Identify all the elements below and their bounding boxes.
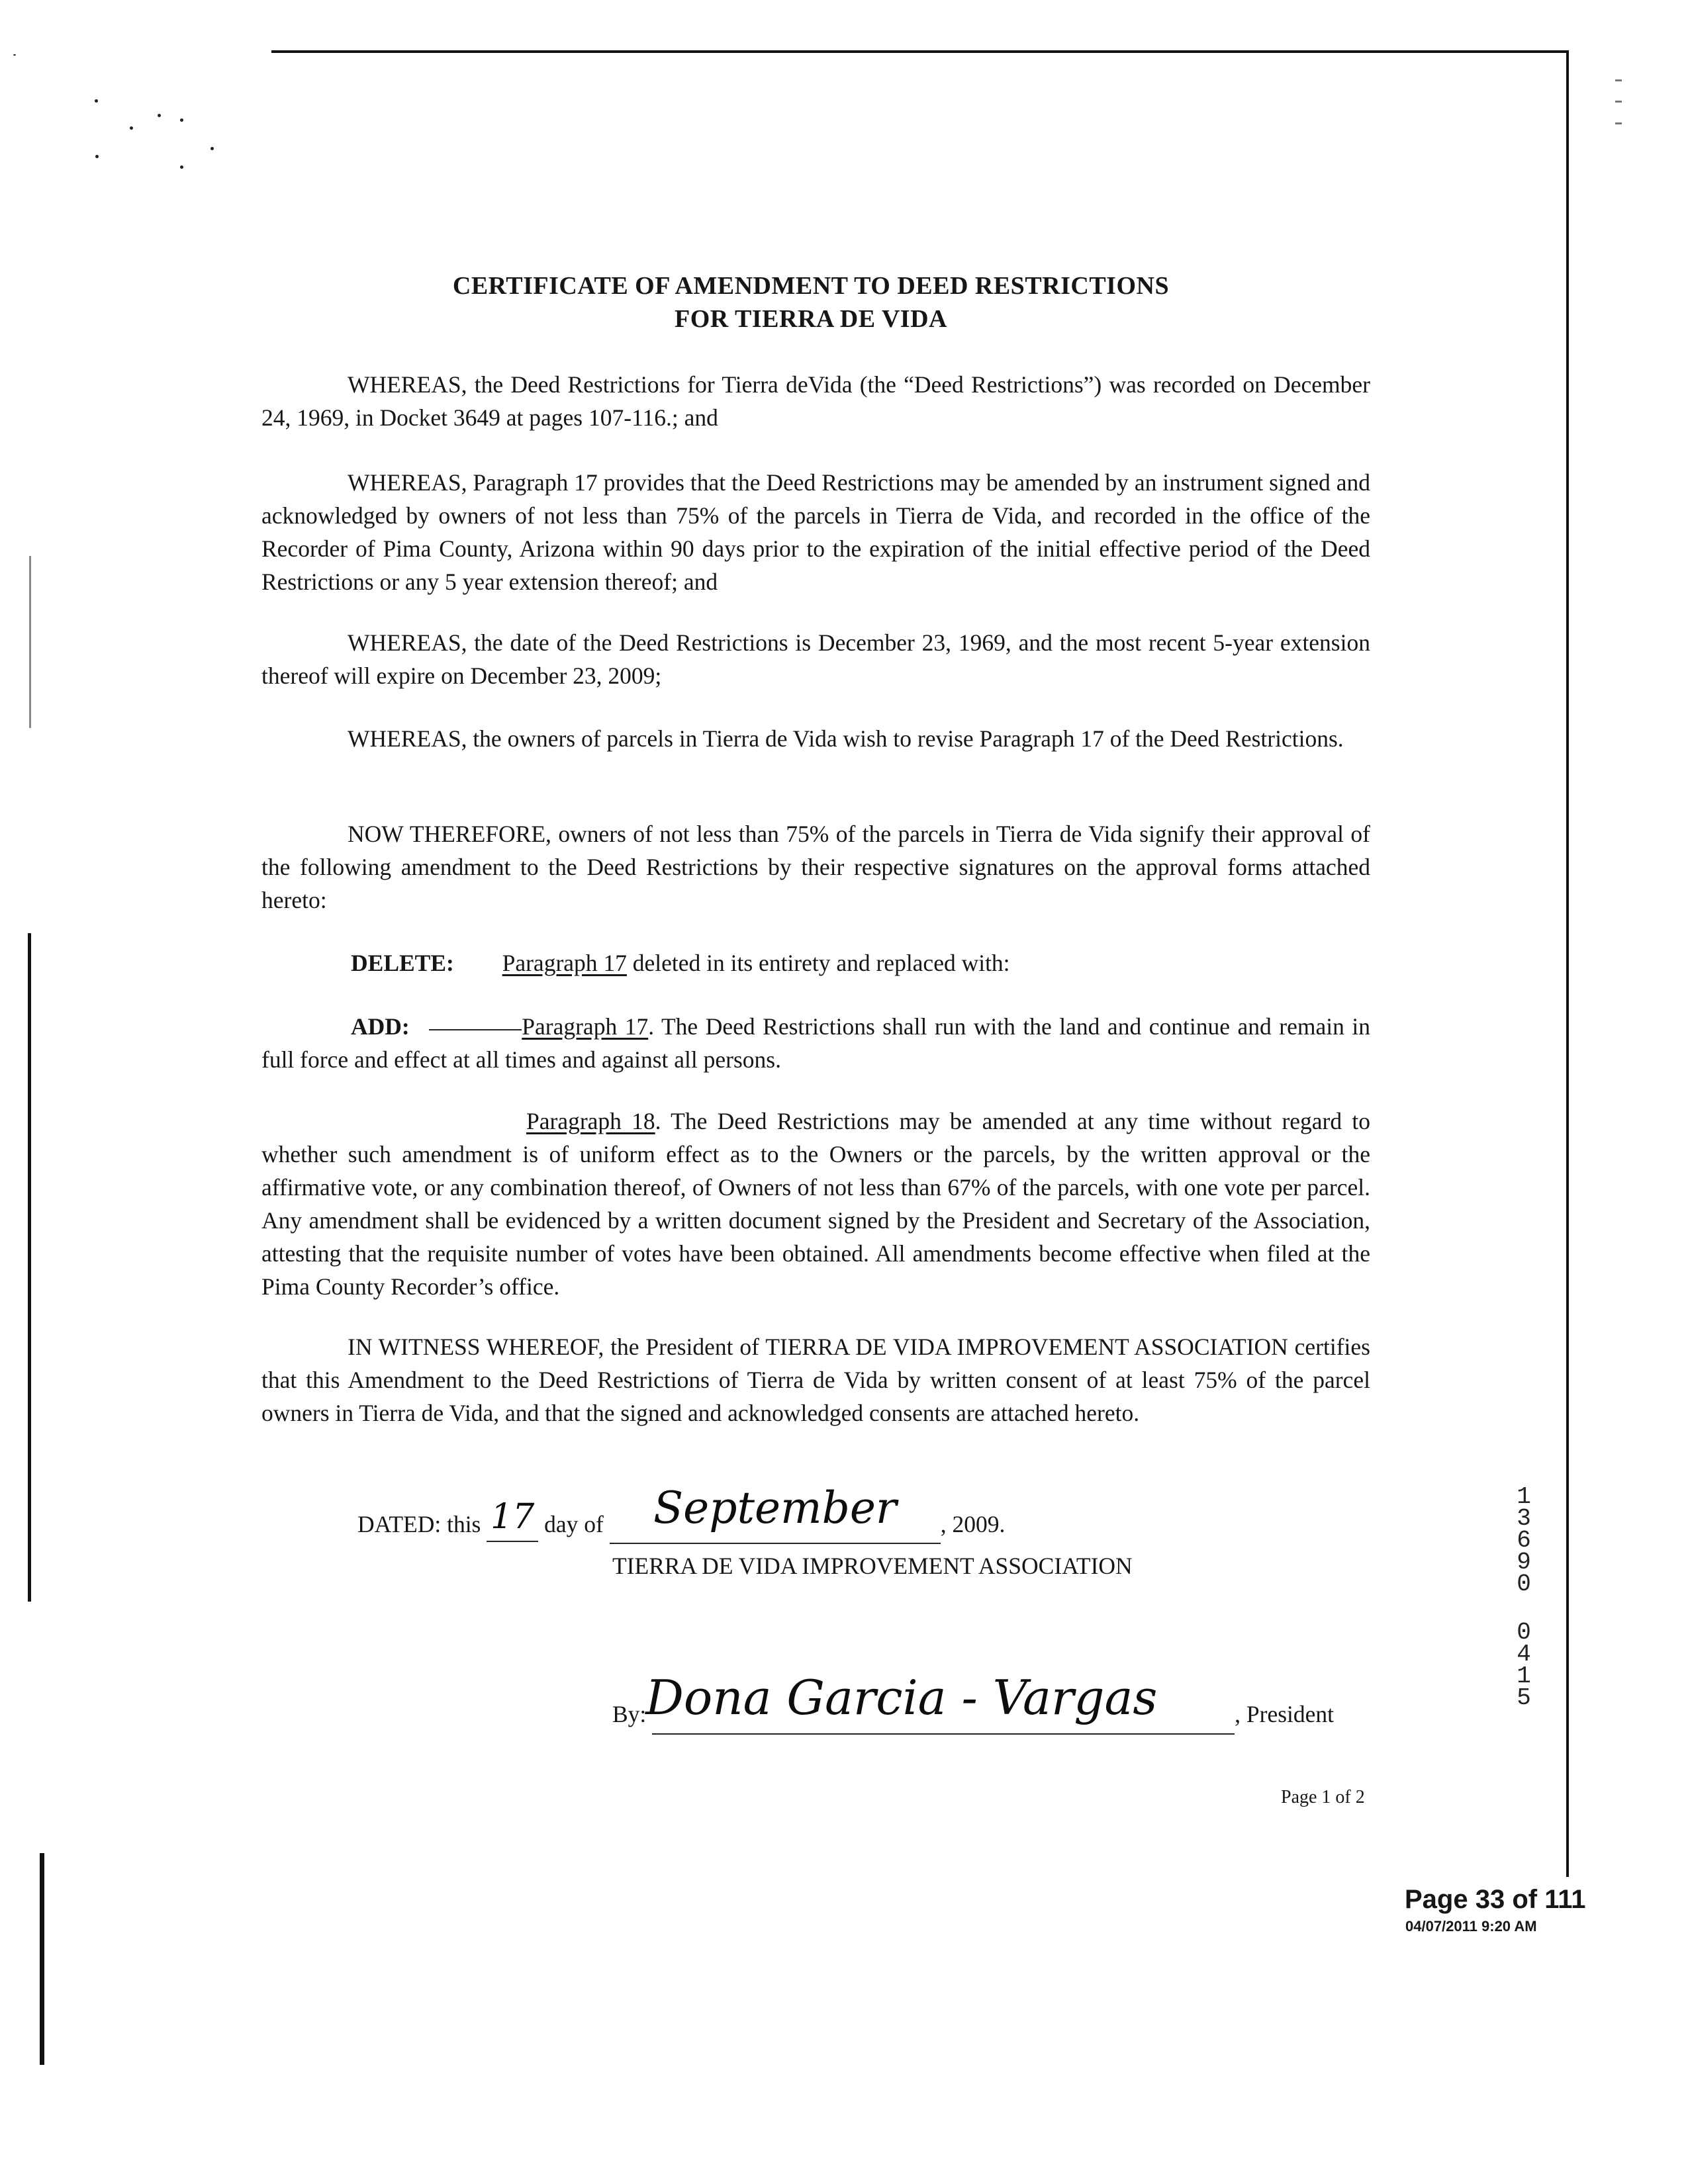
scan-tick: [1615, 122, 1622, 124]
signature-title: , President: [1235, 1701, 1335, 1727]
left-margin-mark-upper: [29, 556, 31, 728]
left-margin-mark: [28, 933, 31, 1602]
witness-paragraph: IN WITNESS WHEREOF, the President of TIERRA DE VIDA IMPROVEMENT ASSOCIATION certifies that this Amendment to the Deed Restrictions of Tierra de Vida by written consent of at least 75% of the parcel owners in Tierra de Vida, and that the signed and acknowledged consents are attached hereto.: [261, 1334, 1370, 1426]
dated-month-handwritten: September: [653, 1482, 897, 1533]
docket-digit: 9: [1517, 1549, 1531, 1576]
add-text: . The Deed Restrictions shall run with the land and continue and remain in full force and effect at all times and against all persons.: [261, 1013, 1371, 1073]
docket-digit: [1511, 1595, 1537, 1621]
page-label: Page 1 of 2: [1281, 1787, 1365, 1807]
docket-stamp: [1511, 1483, 1537, 1711]
docket-digit: 4: [1517, 1641, 1531, 1668]
whereas-paragraph-3: WHEREAS, the date of the Deed Restrictions is December 23, 1969, and the most recent 5-year extension thereof will expire on December 23, 2009;: [261, 629, 1370, 689]
scan-speckle: [130, 126, 133, 130]
scan-tick: [1615, 79, 1622, 81]
scan-speckle: [13, 54, 16, 56]
add-paragraph-ref: Paragraph 17: [522, 1013, 649, 1040]
scan-speckle: [180, 165, 183, 169]
scan-speckle: [211, 147, 214, 150]
docket-digit: 1: [1517, 1483, 1531, 1510]
signature-block: [612, 1670, 1335, 1735]
dated-line: [357, 1482, 1006, 1544]
dated-day-handwritten: 17: [491, 1497, 535, 1537]
document-title-line1: CERTIFICATE OF AMENDMENT TO DEED RESTRICTIONS: [452, 272, 1170, 300]
paragraph-18-clause: [261, 1105, 1370, 1303]
docket-digit: 1: [1517, 1662, 1531, 1690]
document-title-line2: FOR TIERRA DE VIDA: [675, 305, 947, 333]
scan-speckle: [180, 118, 183, 122]
now-therefore-paragraph: NOW THEREFORE, owners of not less than 75% of the parcels in Tierra de Vida signify their approval of the following amendment to the Deed Restrictions by their respective signatures on the approval forms attached hereto:: [261, 821, 1370, 913]
add-label: ADD:: [351, 1013, 410, 1040]
docket-digit: 5: [1517, 1684, 1531, 1711]
whereas-paragraph-2: WHEREAS, Paragraph 17 provides that the Deed Restrictions may be amended by an instrument signed and acknowledged by owners of not less than 75% of the parcels in Tierra de Vida, and recorded in the office of the Recorder of Pima County, Arizona within 90 days prior to the expiration of the initial effective period of the Deed Restrictions or any 5 year extension thereof; and: [261, 469, 1370, 595]
docket-digit: 6: [1517, 1527, 1531, 1554]
add-clause: [261, 1010, 1370, 1076]
delete-paragraph-ref: Paragraph 17: [502, 950, 627, 976]
dated-prefix: DATED: this: [357, 1511, 481, 1537]
scan-speckle: [95, 155, 99, 158]
paragraph-18-text: . The Deed Restrictions may be amended at any time without regard to whether such amendment is of uniform effect as to the Owners or the parcels, by the written approval or the affirmative vote, or any combination thereof, of Owners of not less than 67% of the parcels, with one vote per parcel. Any amendment shall be evidenced by a written document signed by the President and Secretary of the Association, attesting that the requisite number of votes have been obtained. All amendments become effective when filed at the Pima County Recorder’s office.: [261, 1108, 1370, 1300]
scan-tick: [1615, 101, 1622, 103]
left-margin-mark-lower: [40, 1853, 44, 2065]
signature-by-label: By:: [612, 1701, 647, 1727]
association-name: TIERRA DE VIDA IMPROVEMENT ASSOCIATION: [612, 1553, 1133, 1579]
scan-speckle: [95, 99, 98, 103]
whereas-paragraph-4: WHEREAS, the owners of parcels in Tierra de Vida wish to revise Paragraph 17 of the Deed Restrictions.: [348, 725, 1344, 752]
president-signature-handwritten: Dona Garcia - Vargas: [645, 1670, 1158, 1725]
delete-label: DELETE:: [351, 950, 454, 976]
delete-text: deleted in its entirety and replaced with:: [626, 950, 1010, 976]
top-border-line: [271, 50, 1569, 53]
docket-digit: 3: [1517, 1505, 1531, 1532]
page-stamp-datetime: 04/07/2011 9:20 AM: [1405, 1918, 1537, 1934]
dated-mid: day of: [544, 1511, 604, 1537]
scan-speckle: [158, 114, 161, 117]
docket-digit: 0: [1517, 1570, 1531, 1598]
dated-year: , 2009.: [940, 1511, 1006, 1537]
paragraph-18-ref: Paragraph 18: [526, 1108, 655, 1134]
delete-clause: [351, 946, 1370, 979]
whereas-paragraph-1: WHEREAS, the Deed Restrictions for Tierra deVida (the “Deed Restrictions”) was recorded on December 24, 1969, in Docket 3649 at pages 107-116.; and: [261, 371, 1370, 431]
page-stamp: Page 33 of 111: [1405, 1885, 1586, 1914]
docket-digit: 0: [1517, 1619, 1531, 1646]
